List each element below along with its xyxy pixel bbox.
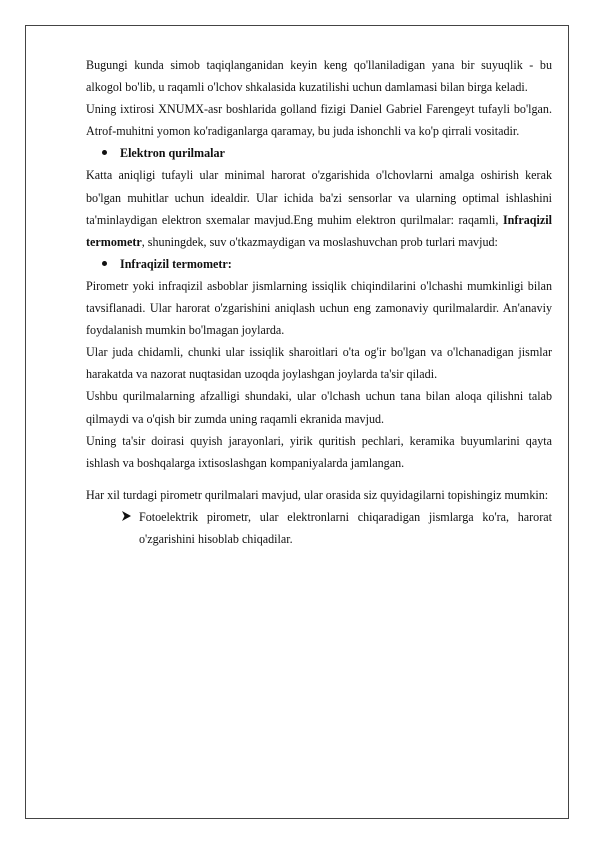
list-item xyxy=(86,506,552,550)
bullet-dot-icon xyxy=(102,150,107,155)
list-item-text: Fotoelektrik pirometr, ular elektronlarni chiqaradigan jismlarga ko'ra, harorat o'zgarishini hisoblab chiqadilar. xyxy=(139,509,552,546)
bullet-heading-electronic xyxy=(86,142,552,164)
paragraph-intro: Bugungi kunda simob taqiqlanganidan keyin keng qo'llaniladigan yana bir suyuqlik - bu alkogol bo'lib, u raqamli o'lchov shkalasida kuzatilishi uchun damlamasi bilan birga keladi. xyxy=(86,58,552,95)
paragraph-pyrometer: Pirometr yoki infraqizil asboblar jismlarning issiqlik chiqindilarini o'lchashi mumkinligi bilan tavsiflanadi. Ular harorat o'zgarishini aniqlash uchun eng zamonaviy qurilmalardir. An'anaviy foydalanish mumkin bo'lmagan joylarda. xyxy=(86,278,552,338)
bullet-heading-label: Infraqizil termometr: xyxy=(120,256,232,271)
text-run: Katta aniqligi tufayli ular minimal harorat o'zgarishida o'lchovlarni amalga oshirish kerak bo'lgan muhitlar uchun idealdir. Ular ichida ba'zi sensorlar va ularning optimal ishlashini ta'minlaydigan elektron sxemalar mavjud.Eng muhim elektron qurilmalar: raqamli, xyxy=(86,168,552,227)
arrow-bullet-icon xyxy=(122,511,131,521)
bullet-dot-icon xyxy=(102,261,107,266)
bullet-heading-label: Elektron qurilmalar xyxy=(120,146,225,161)
bullet-heading-infrared xyxy=(86,253,552,275)
text-run: , shuningdek, suv o'tkazmaydigan va moslashuvchan prob turlari mavjud: xyxy=(141,234,498,249)
paragraph-electronic xyxy=(86,164,552,252)
paragraph-invention: Uning ixtirosi XNUMX-asr boshlarida golland fizigi Daniel Gabriel Farengeyt tufayli bo'lgan. Atrof-muhitni yomon ko'radiganlarga qaramay, bu juda ishonchli va ko'p qirrali vositadir. xyxy=(86,102,552,139)
paragraph-types: Har xil turdagi pirometr qurilmalari mavjud, ular orasida siz quyidagilarni topishingiz mumkin: xyxy=(86,487,549,502)
paragraph-scope: Uning ta'sir doirasi quyish jarayonlari, yirik quritish pechlari, keramika buyumlarini qayta ishlash va boshqalarga ixtisoslashgan kompaniyalarda jamlangan. xyxy=(86,433,552,470)
paragraph-advantage: Ushbu qurilmalarning afzalligi shundaki, ular o'lchash uchun tana bilan aloqa qilishni talab qilmaydi va o'qish bir zumda uning raqamli ekranida mavjud. xyxy=(86,389,552,426)
paragraph-durability: Ular juda chidamli, chunki ular issiqlik sharoitlari o'ta og'ir bo'lgan va o'lchanadigan jismlar harakatda va nazorat nuqtasidan uzoqda joylashgan joylarda ta'sir qiladi. xyxy=(86,345,552,382)
document-body xyxy=(86,54,552,550)
bold-term: Infraqizil termometr xyxy=(86,212,552,249)
